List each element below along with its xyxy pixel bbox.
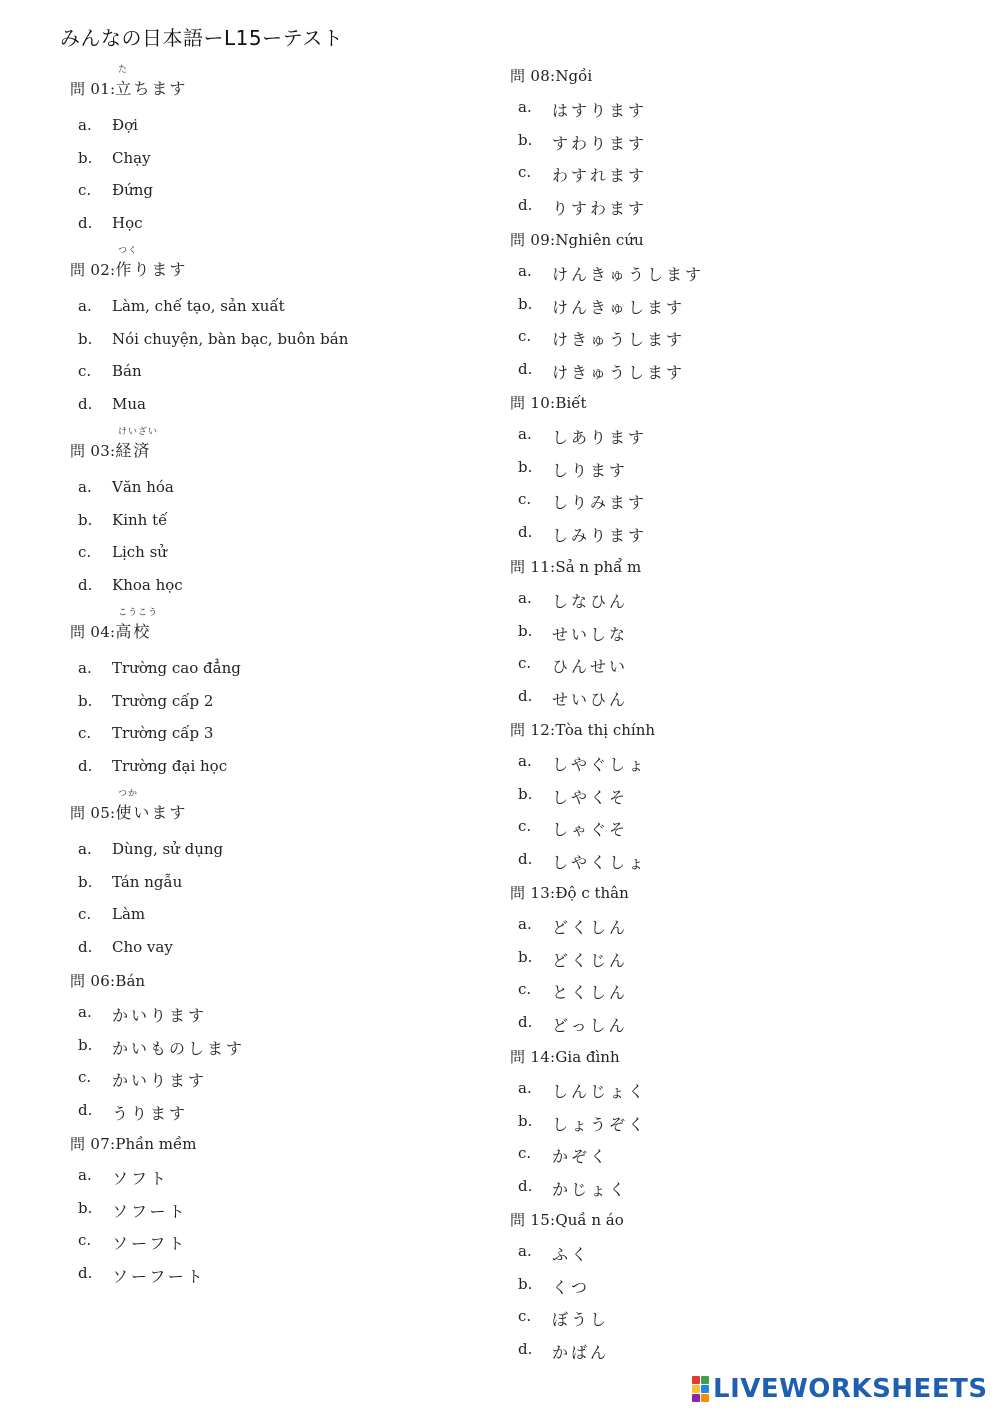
answer-option[interactable]	[70, 149, 151, 167]
answer-option[interactable]	[70, 757, 227, 775]
option-text: しりみます	[552, 493, 648, 513]
option-letter: b.	[78, 329, 93, 348]
answer-option[interactable]	[70, 576, 183, 594]
option-letter: c.	[518, 163, 532, 182]
question-number: 問 13:	[510, 884, 556, 902]
option-text: くつ	[552, 1277, 591, 1297]
option-letter: c.	[78, 362, 92, 381]
question-14-header	[510, 1046, 620, 1067]
option-text: Trường cấp 2	[112, 691, 214, 710]
answer-option[interactable]	[510, 785, 628, 808]
option-letter: b.	[518, 1111, 533, 1130]
question-prompt: 立ちます	[115, 79, 188, 98]
answer-option[interactable]	[510, 425, 647, 448]
option-letter: b.	[518, 784, 533, 803]
question-13-header	[510, 882, 629, 903]
question-9-header	[510, 229, 644, 250]
question-10-header	[510, 392, 587, 413]
option-letter: a.	[518, 589, 532, 607]
option-text: どっしん	[552, 1016, 628, 1036]
option-text: けきゅうします	[552, 330, 686, 350]
answer-option[interactable]	[70, 873, 182, 891]
option-letter: d.	[518, 687, 533, 706]
answer-option[interactable]	[70, 116, 138, 134]
answer-option[interactable]	[510, 1307, 609, 1330]
logo-icon	[692, 1376, 709, 1402]
option-text: Bán	[112, 362, 142, 381]
option-text: Trường cấp 3	[112, 724, 214, 743]
option-letter: c.	[78, 1231, 92, 1250]
answer-option[interactable]	[510, 752, 647, 775]
option-text: Văn hóa	[112, 478, 174, 496]
option-letter: b.	[78, 1198, 93, 1217]
question-number: 問 07:	[70, 1135, 116, 1153]
option-text: Làm	[112, 905, 146, 924]
option-text: Mua	[112, 395, 146, 414]
option-text: しんじょく	[552, 1082, 648, 1101]
option-letter: c.	[518, 1144, 532, 1163]
option-text: かぞく	[552, 1147, 610, 1167]
answer-option[interactable]	[510, 817, 628, 840]
option-text: ソーフート	[112, 1267, 206, 1287]
option-text: ソフート	[112, 1201, 188, 1221]
answer-option[interactable]	[70, 840, 223, 858]
option-text: どくじん	[552, 950, 629, 970]
option-text: Cho vay	[112, 938, 173, 957]
answer-option[interactable]	[510, 1013, 628, 1036]
option-letter: a.	[518, 1242, 532, 1260]
answer-option[interactable]	[510, 980, 628, 1003]
option-letter: b.	[518, 1274, 533, 1293]
option-text: しみります	[552, 526, 648, 546]
liveworksheets-logo	[692, 1374, 988, 1404]
option-letter: a.	[78, 659, 92, 677]
option-letter: b.	[518, 294, 533, 313]
option-letter: c.	[518, 1307, 532, 1326]
answer-option[interactable]	[510, 1177, 628, 1200]
answer-option[interactable]	[510, 458, 628, 481]
option-letter: c.	[518, 980, 532, 999]
option-text: しょうぞく	[552, 1114, 648, 1134]
option-text: Làm, chế tạo, sản xuất	[112, 297, 285, 315]
answer-option[interactable]	[70, 905, 145, 923]
question-number: 問 14:	[510, 1048, 556, 1066]
answer-option[interactable]	[510, 523, 647, 546]
answer-option[interactable]	[510, 622, 628, 645]
question-prompt: Bán	[115, 972, 146, 990]
answer-option[interactable]	[510, 1079, 647, 1102]
answer-option[interactable]	[510, 687, 628, 710]
answer-option[interactable]	[70, 1231, 187, 1254]
option-text: Trường đại học	[112, 757, 228, 776]
answer-option[interactable]	[70, 1003, 207, 1026]
option-text: しやくそ	[552, 787, 629, 807]
question-prompt: 高校	[115, 622, 152, 641]
option-text: ひんせい	[552, 657, 629, 677]
option-letter: d.	[518, 1013, 533, 1032]
answer-option[interactable]	[70, 181, 153, 199]
question-prompt: Ngồi	[555, 67, 593, 85]
option-text: せいしな	[552, 624, 629, 644]
question-prompt: Phần mềm	[115, 1135, 197, 1153]
question-number: 問 15:	[510, 1211, 556, 1229]
option-text: Khoa học	[112, 576, 183, 595]
question-7-header	[70, 1133, 196, 1154]
furigana-reading: た	[118, 65, 129, 75]
question-number: 問 10:	[510, 394, 556, 412]
option-letter: d.	[518, 523, 533, 542]
question-prompt: Tòa thị chính	[555, 721, 656, 739]
answer-option[interactable]	[70, 330, 348, 348]
option-text: はすります	[552, 101, 648, 120]
answer-option[interactable]	[510, 589, 628, 612]
option-letter: a.	[78, 840, 92, 858]
question-12-header	[510, 719, 655, 740]
option-text: Học	[112, 214, 143, 233]
option-letter: c.	[518, 654, 532, 673]
answer-option[interactable]	[70, 1199, 188, 1222]
answer-option[interactable]	[510, 327, 685, 350]
answer-option[interactable]	[70, 1036, 245, 1059]
option-letter: b.	[518, 457, 533, 476]
furigana-reading: こうこう	[118, 608, 159, 618]
option-text: Kinh tế	[112, 510, 168, 529]
answer-option[interactable]	[70, 692, 213, 710]
question-prompt: Biết	[555, 394, 587, 412]
option-letter: d.	[78, 395, 93, 414]
option-letter: a.	[518, 425, 532, 443]
option-letter: d.	[518, 196, 533, 215]
option-letter: c.	[78, 181, 92, 200]
option-text: けきゅうします	[552, 363, 686, 383]
question-number: 問 12:	[510, 721, 556, 739]
question-5-header	[70, 800, 187, 823]
option-letter: b.	[518, 130, 533, 149]
option-text: かじょく	[552, 1180, 629, 1200]
answer-option[interactable]	[510, 360, 685, 383]
answer-option[interactable]	[70, 659, 241, 677]
option-text: ソフト	[112, 1169, 170, 1188]
furigana-reading: けいざい	[118, 427, 159, 437]
option-letter: d.	[518, 360, 533, 379]
answer-option[interactable]	[510, 196, 647, 219]
option-text: かばん	[552, 1343, 610, 1363]
answer-option[interactable]	[70, 511, 167, 529]
answer-option[interactable]	[510, 262, 704, 285]
answer-option[interactable]	[70, 724, 213, 742]
option-letter: d.	[518, 1177, 533, 1196]
option-letter: c.	[78, 905, 92, 924]
answer-option[interactable]	[70, 1166, 169, 1189]
option-letter: b.	[518, 621, 533, 640]
option-letter: c.	[78, 543, 92, 562]
question-prompt: Độ c thân	[555, 884, 629, 902]
answer-option[interactable]	[70, 938, 173, 956]
option-letter: b.	[78, 1035, 93, 1054]
answer-option[interactable]	[70, 1101, 188, 1124]
option-text: Dùng, sử dụng	[112, 840, 224, 858]
answer-option[interactable]	[70, 1264, 206, 1287]
option-letter: c.	[518, 490, 532, 509]
answer-option[interactable]	[70, 543, 167, 561]
question-prompt: 経済	[115, 441, 152, 460]
question-number: 問 09:	[510, 231, 556, 249]
question-prompt: Quầ n áo	[555, 1211, 624, 1229]
question-3-header	[70, 438, 151, 461]
option-text: わすれます	[552, 166, 648, 186]
option-letter: d.	[78, 938, 93, 957]
option-letter: a.	[518, 98, 532, 116]
option-letter: a.	[518, 262, 532, 280]
option-text: かいります	[112, 1006, 208, 1025]
option-text: Trường cao đẳng	[112, 659, 241, 677]
option-text: しなひん	[552, 592, 629, 611]
option-letter: c.	[518, 817, 532, 836]
option-letter: a.	[78, 478, 92, 496]
question-prompt: Gia đình	[555, 1048, 620, 1066]
answer-option[interactable]	[70, 395, 146, 413]
option-text: せいひん	[552, 690, 629, 710]
option-letter: a.	[78, 297, 92, 315]
answer-option[interactable]	[510, 163, 647, 186]
answer-option[interactable]	[510, 1112, 647, 1135]
option-text: かいります	[112, 1071, 208, 1091]
furigana-reading: つく	[118, 246, 139, 256]
option-letter: c.	[78, 1068, 92, 1087]
option-text: しやくしょ	[552, 853, 648, 873]
option-letter: a.	[518, 1079, 532, 1097]
option-letter: c.	[78, 724, 92, 743]
answer-option[interactable]	[510, 1275, 590, 1298]
answer-option[interactable]	[510, 98, 647, 121]
question-number: 問 06:	[70, 972, 116, 990]
question-prompt: 作ります	[115, 260, 188, 279]
answer-option[interactable]	[510, 1242, 590, 1265]
option-text: Đợi	[112, 116, 138, 134]
logo-text: LIVEWORKSHEETS	[713, 1374, 988, 1404]
answer-option[interactable]	[510, 915, 628, 938]
option-letter: b.	[518, 947, 533, 966]
question-4-header	[70, 619, 151, 642]
question-prompt: 使います	[115, 803, 188, 822]
option-letter: a.	[518, 915, 532, 933]
option-text: しります	[552, 460, 629, 480]
answer-option[interactable]	[70, 478, 174, 496]
question-2-header	[70, 257, 187, 280]
option-letter: b.	[78, 510, 93, 529]
question-prompt: Nghiên cứu	[555, 231, 644, 249]
worksheet-title: みんなの日本語ーL15ーテスト	[60, 26, 344, 50]
option-text: かいものします	[112, 1038, 246, 1058]
answer-option[interactable]	[510, 1144, 609, 1167]
question-11-header	[510, 556, 641, 577]
option-letter: c.	[518, 327, 532, 346]
answer-option[interactable]	[510, 295, 685, 318]
question-number: 問 05:	[70, 804, 116, 822]
option-letter: d.	[78, 214, 93, 233]
furigana-reading: つか	[118, 789, 139, 799]
question-15-header	[510, 1209, 624, 1230]
option-letter: a.	[518, 752, 532, 770]
option-text: りすわます	[552, 199, 648, 219]
option-text: Đứng	[112, 181, 154, 200]
question-6-header	[70, 970, 145, 991]
option-text: しゃぐそ	[552, 820, 629, 840]
question-number: 問 08:	[510, 67, 556, 85]
option-text: Lịch sử	[112, 543, 167, 562]
option-text: すわります	[552, 133, 648, 153]
answer-option[interactable]	[70, 214, 143, 232]
option-letter: d.	[78, 757, 93, 776]
answer-option[interactable]	[510, 1340, 609, 1363]
option-text: Tán ngẫu	[112, 872, 183, 891]
question-number: 問 01:	[70, 80, 116, 98]
option-letter: a.	[78, 1166, 92, 1184]
option-text: けんきゅうします	[552, 265, 705, 284]
answer-option[interactable]	[510, 131, 647, 154]
option-text: しやぐしょ	[552, 755, 648, 774]
option-letter: d.	[78, 576, 93, 595]
option-text: Nói chuyện, bàn bạc, buôn bán	[112, 329, 349, 348]
option-text: うります	[112, 1104, 189, 1124]
option-letter: d.	[78, 1101, 93, 1120]
option-text: しあります	[552, 428, 648, 447]
question-1-header	[70, 76, 187, 99]
option-letter: d.	[78, 1264, 93, 1283]
question-number: 問 04:	[70, 623, 116, 641]
option-letter: d.	[518, 1340, 533, 1359]
option-letter: d.	[518, 850, 533, 869]
option-text: とくしん	[552, 983, 629, 1003]
answer-option[interactable]	[70, 362, 142, 380]
option-text: けんきゅします	[552, 297, 686, 317]
answer-option[interactable]	[70, 1068, 207, 1091]
option-text: ソーフト	[112, 1234, 188, 1254]
option-text: ふく	[552, 1245, 591, 1264]
option-text: Chạy	[112, 148, 151, 167]
answer-option[interactable]	[70, 297, 285, 315]
question-number: 問 11:	[510, 558, 556, 576]
option-letter: a.	[78, 1003, 92, 1021]
option-letter: b.	[78, 872, 93, 891]
option-letter: b.	[78, 691, 93, 710]
question-prompt: Sả n phẩ m	[555, 558, 642, 576]
answer-option[interactable]	[510, 654, 628, 677]
answer-option[interactable]	[510, 850, 647, 873]
option-letter: b.	[78, 148, 93, 167]
option-letter: a.	[78, 116, 92, 134]
answer-option[interactable]	[510, 490, 647, 513]
option-text: どくしん	[552, 918, 629, 937]
question-number: 問 03:	[70, 442, 116, 460]
option-text: ぼうし	[552, 1310, 610, 1330]
answer-option[interactable]	[510, 948, 628, 971]
question-number: 問 02:	[70, 261, 116, 279]
question-8-header	[510, 65, 592, 86]
